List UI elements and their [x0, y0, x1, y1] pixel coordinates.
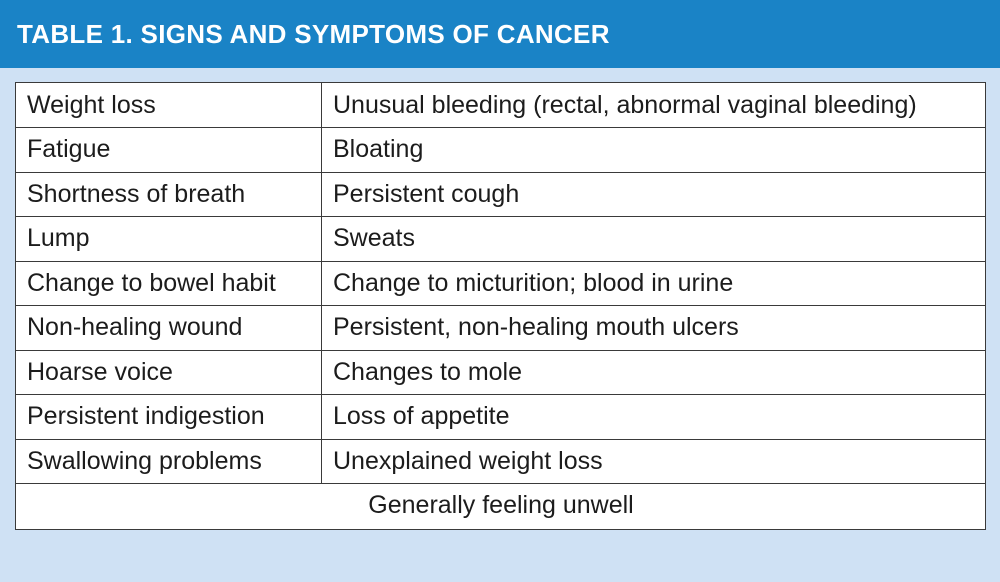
table-footer-cell: Generally feeling unwell — [16, 484, 986, 530]
table-row — [16, 217, 986, 262]
symptom-cell-right: Persistent cough — [322, 172, 986, 217]
table-row — [16, 128, 986, 173]
table-row — [16, 172, 986, 217]
symptom-cell-left: Shortness of breath — [16, 172, 322, 217]
symptom-cell-right: Unusual bleeding (rectal, abnormal vaginal bleeding) — [322, 83, 986, 128]
symptom-cell-left: Persistent indigestion — [16, 395, 322, 440]
symptom-cell-left: Hoarse voice — [16, 350, 322, 395]
symptom-cell-right: Unexplained weight loss — [322, 439, 986, 484]
symptoms-table — [15, 82, 986, 530]
table-row — [16, 350, 986, 395]
symptom-cell-left: Swallowing problems — [16, 439, 322, 484]
table-row — [16, 83, 986, 128]
table-footer-row — [16, 484, 986, 530]
symptom-cell-left: Fatigue — [16, 128, 322, 173]
symptom-cell-left: Lump — [16, 217, 322, 262]
symptom-cell-right: Changes to mole — [322, 350, 986, 395]
symptom-cell-right: Change to micturition; blood in urine — [322, 261, 986, 306]
table-row — [16, 261, 986, 306]
symptom-cell-left: Weight loss — [16, 83, 322, 128]
symptom-cell-right: Persistent, non-healing mouth ulcers — [322, 306, 986, 351]
symptom-cell-left: Non-healing wound — [16, 306, 322, 351]
symptoms-table-container — [15, 82, 986, 530]
symptom-cell-right: Sweats — [322, 217, 986, 262]
table-row — [16, 306, 986, 351]
symptom-cell-right: Bloating — [322, 128, 986, 173]
table-row — [16, 395, 986, 440]
table-title: TABLE 1. SIGNS AND SYMPTOMS OF CANCER — [17, 18, 610, 49]
symptom-cell-left: Change to bowel habit — [16, 261, 322, 306]
symptom-cell-right: Loss of appetite — [322, 395, 986, 440]
table-row — [16, 439, 986, 484]
table-title-bar — [0, 0, 1000, 68]
